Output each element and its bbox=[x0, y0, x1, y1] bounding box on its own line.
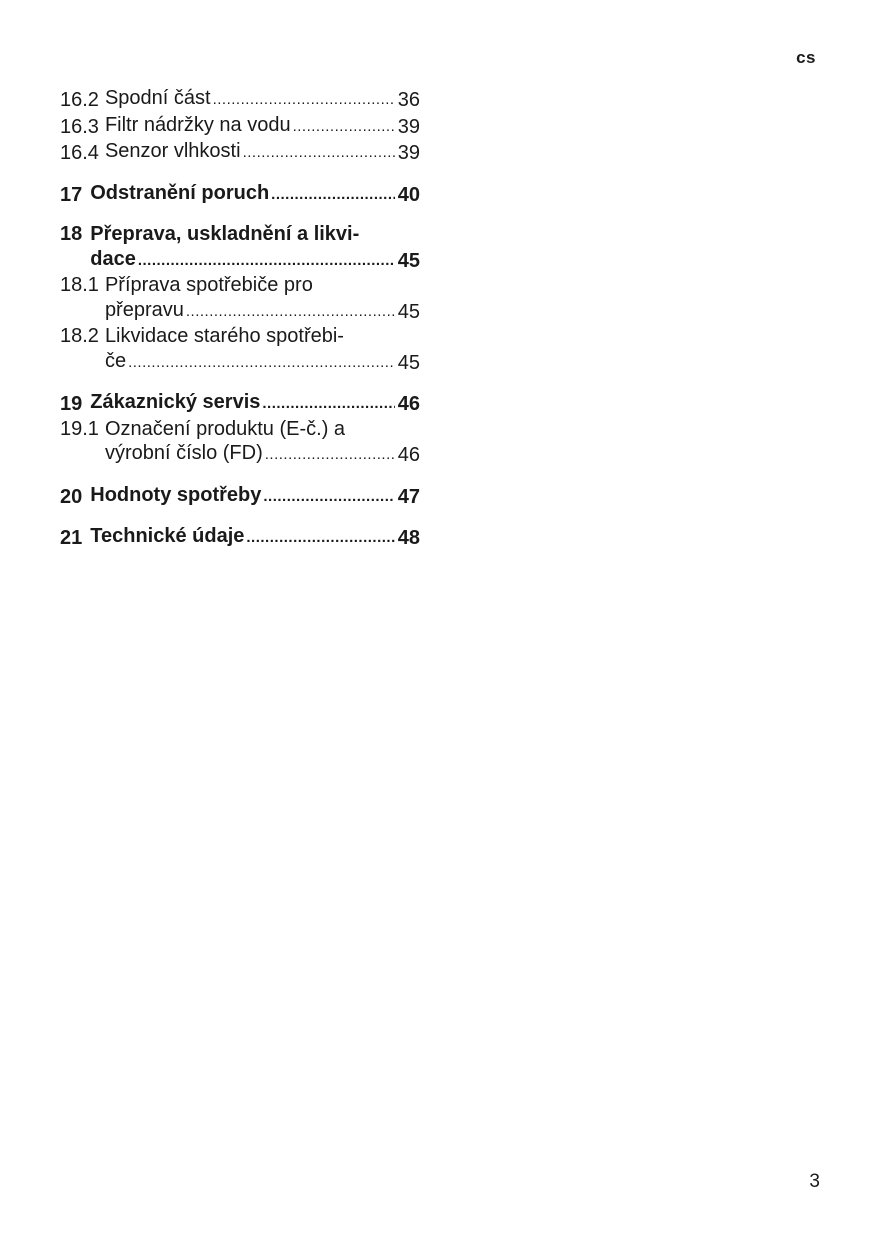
language-code: cs bbox=[796, 48, 816, 67]
toc-entry-title: výrobní číslo (FD) bbox=[104, 442, 263, 464]
toc-entry-title: če bbox=[104, 349, 127, 372]
toc-entry-number: 18.1 bbox=[60, 274, 99, 296]
toc-leader-dots bbox=[138, 249, 395, 274]
toc-entry-page: 39 bbox=[397, 115, 420, 138]
toc-entry-19-1[interactable] bbox=[60, 417, 420, 468]
toc-entry-17[interactable] bbox=[60, 181, 420, 208]
toc-leader-dots bbox=[213, 88, 395, 113]
toc-leader-dots bbox=[263, 485, 394, 510]
toc-leader-dots bbox=[271, 183, 395, 208]
toc-entry-page: 40 bbox=[397, 183, 420, 206]
toc-leader-dots bbox=[128, 351, 395, 376]
toc-entry-20[interactable] bbox=[60, 483, 420, 510]
table-of-contents bbox=[60, 86, 420, 551]
toc-entry-18-2[interactable] bbox=[60, 324, 420, 375]
toc-entry-title-line: Likvidace starého spotřebi- bbox=[104, 325, 344, 347]
toc-entry-title-line: Příprava spotřebiče pro bbox=[104, 274, 313, 296]
toc-entry-title-line: Označení produktu (E-č.) a bbox=[104, 417, 346, 440]
toc-entry-title: Spodní část bbox=[104, 87, 211, 109]
toc-entry-number: 17 bbox=[60, 183, 83, 206]
toc-entry-18[interactable] bbox=[60, 222, 420, 273]
toc-entry-page: 36 bbox=[397, 89, 420, 111]
toc-entry-title-line: Přeprava, uskladnění a likvi- bbox=[90, 223, 360, 245]
toc-leader-dots bbox=[262, 392, 394, 417]
toc-entry-title: Zákaznický servis bbox=[90, 391, 261, 413]
toc-entry-number: 19 bbox=[60, 393, 83, 415]
toc-entry-number: 18 bbox=[60, 223, 83, 245]
toc-entry-page: 39 bbox=[397, 142, 420, 164]
toc-entry-title: Hodnoty spotřeby bbox=[90, 483, 262, 506]
toc-entry-page: 47 bbox=[397, 485, 420, 508]
toc-entry-title: dace bbox=[90, 247, 136, 270]
toc-entry-number: 16.3 bbox=[60, 115, 99, 138]
toc-entry-number: 18.2 bbox=[60, 325, 99, 347]
toc-leader-dots bbox=[186, 300, 395, 325]
toc-leader-dots bbox=[246, 526, 394, 551]
toc-entry-16-3[interactable] bbox=[60, 113, 420, 140]
toc-entry-19[interactable] bbox=[60, 390, 420, 417]
toc-entry-16-2[interactable] bbox=[60, 86, 420, 113]
toc-entry-title: Technické údaje bbox=[90, 525, 245, 547]
toc-entry-title: Senzor vlhkosti bbox=[104, 140, 241, 162]
toc-entry-title: přepravu bbox=[104, 298, 184, 321]
toc-entry-21[interactable] bbox=[60, 524, 420, 551]
toc-entry-page: 46 bbox=[397, 393, 420, 415]
toc-entry-page: 48 bbox=[397, 527, 420, 549]
toc-entry-number: 20 bbox=[60, 485, 83, 508]
toc-entry-number: 16.4 bbox=[60, 142, 99, 164]
page-number: 3 bbox=[809, 1171, 820, 1192]
toc-leader-dots bbox=[265, 443, 395, 468]
toc-entry-page: 46 bbox=[397, 444, 420, 466]
toc-entry-page: 45 bbox=[397, 351, 420, 374]
toc-entry-title: Filtr nádržky na vodu bbox=[104, 113, 291, 136]
toc-entry-16-4[interactable] bbox=[60, 139, 420, 166]
toc-entry-number: 21 bbox=[60, 527, 83, 549]
toc-entry-page: 45 bbox=[397, 249, 420, 272]
toc-entry-page: 45 bbox=[397, 300, 420, 323]
toc-leader-dots bbox=[293, 115, 395, 140]
toc-entry-number: 19.1 bbox=[60, 417, 99, 440]
toc-entry-number: 16.2 bbox=[60, 89, 99, 111]
toc-entry-title: Odstranění poruch bbox=[90, 181, 270, 204]
toc-leader-dots bbox=[243, 141, 395, 166]
toc-entry-18-1[interactable] bbox=[60, 273, 420, 324]
